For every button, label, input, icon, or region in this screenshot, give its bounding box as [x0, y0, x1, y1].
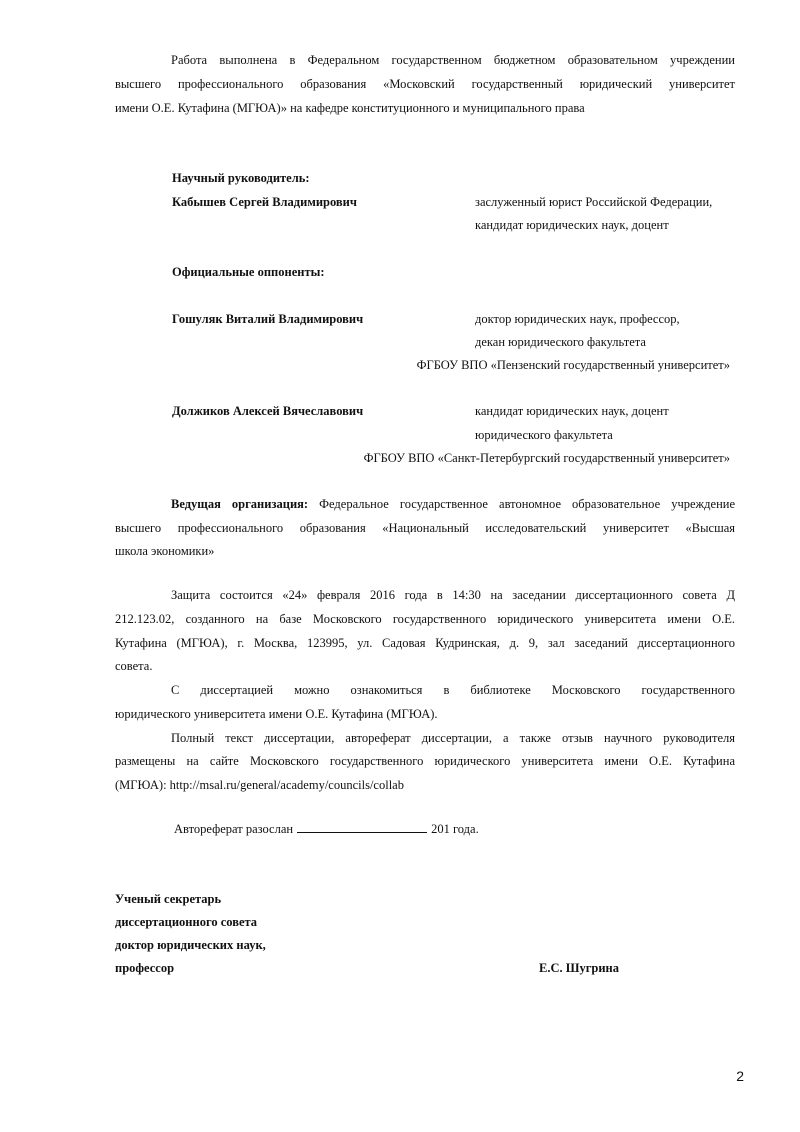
library-line-1: С диссертацией можно ознакомиться в библиотеке Московского государственного: [171, 683, 735, 697]
fulltext-line-1: Полный текст диссертации, автореферат диссертации, а также отзыв научного руководителя: [171, 731, 735, 745]
supervisor-heading: Научный руководитель:: [172, 171, 310, 185]
opponent-2-title-2: юридического факультета: [475, 428, 613, 442]
opponent-2-org: ФГБОУ ВПО «Санкт-Петербургский государственный университет»: [363, 451, 730, 465]
secretary-line-2: диссертационного совета: [115, 915, 258, 929]
defense-line-3: Кутафина (МГЮА), г. Москва, 123995, ул. Садовая Кудринская, д. 9, зал заседаний диссертационного: [115, 636, 735, 650]
secretary-line-3: доктор юридических наук,: [115, 938, 266, 952]
intro-line-1: Работа выполнена в Федеральном государственном бюджетном образовательном учреждении: [171, 53, 735, 67]
sent-label: Автореферат разослан: [174, 822, 294, 836]
opponent-1-name: Гошуляк Виталий Владимирович: [172, 312, 364, 326]
supervisor-title-1: заслуженный юрист Российской Федерации,: [475, 195, 713, 209]
leading-org-text-1: Федеральное государственное автономное образовательное учреждение: [319, 497, 736, 511]
sent-date-blank: [297, 821, 427, 833]
opponent-1-title-1: доктор юридических наук, профессор,: [475, 312, 680, 326]
intro-line-2: высшего профессионального образования «Московский государственный юридический университет: [115, 77, 735, 91]
opponent-2-name: Должиков Алексей Вячеславович: [172, 404, 364, 418]
defense-line-1: Защита состоится «24» февраля 2016 года в 14:30 на заседании диссертационного совета Д: [171, 588, 735, 602]
secretary-name: Е.С. Шугрина: [539, 961, 619, 975]
leading-org-line-1: [115, 496, 735, 512]
fulltext-line-2: размещены на сайте Московского государственного юридического университета имени О.Е. Кутафина: [115, 754, 735, 768]
leading-org-line-3: школа экономики»: [115, 544, 215, 558]
sent-year: 201 года.: [431, 822, 479, 836]
defense-line-2: 212.123.02, созданного на базе Московского государственного юридического университета имени О.Е.: [115, 612, 735, 626]
opponents-heading: Официальные оппоненты:: [172, 265, 325, 279]
page-number: 2: [736, 1068, 744, 1084]
secretary-line-4: профессор: [115, 961, 175, 975]
secretary-line-1: Ученый секретарь: [115, 892, 222, 906]
fulltext-line-3: (МГЮА): http://msal.ru/general/academy/councils/collab: [115, 778, 404, 792]
opponent-2-title-1: кандидат юридических наук, доцент: [475, 404, 669, 418]
sent-line: [174, 821, 479, 837]
opponent-1-title-2: декан юридического факультета: [475, 335, 646, 349]
leading-org-line-2: высшего профессионального образования «Национальный исследовательский университет «Высшая: [115, 521, 735, 535]
intro-line-3: имени О.Е. Кутафина (МГЮА)» на кафедре конституционного и муниципального права: [115, 101, 585, 115]
supervisor-title-2: кандидат юридических наук, доцент: [475, 218, 669, 232]
opponent-1-org: ФГБОУ ВПО «Пензенский государственный университет»: [416, 358, 730, 372]
defense-line-4: совета.: [115, 659, 153, 673]
supervisor-name: Кабышев Сергей Владимирович: [172, 195, 357, 209]
library-line-2: юридического университета имени О.Е. Кутафина (МГЮА).: [115, 707, 438, 721]
leading-org-label: Ведущая организация:: [171, 497, 309, 511]
